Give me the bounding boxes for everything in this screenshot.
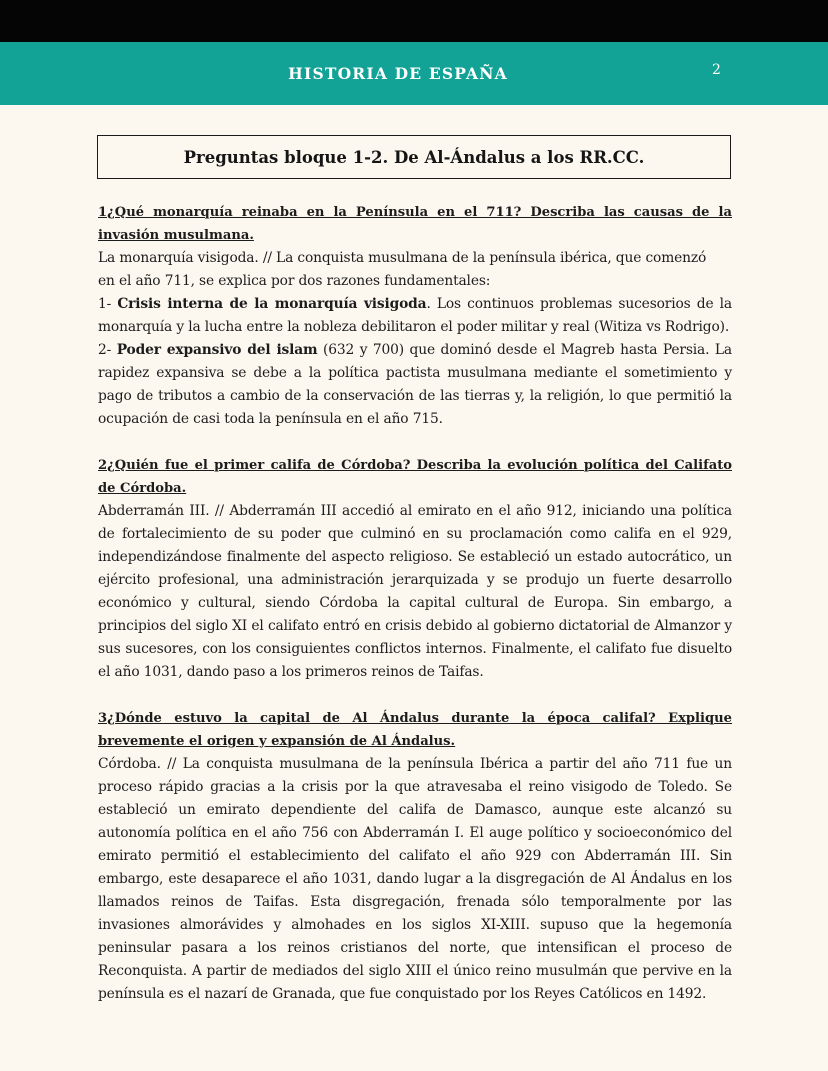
page-number: 2 bbox=[712, 62, 721, 78]
section-title: Preguntas bloque 1-2. De Al-Ándalus a los RR.CC. bbox=[183, 147, 645, 167]
page-header bbox=[0, 42, 828, 105]
point-2-text: (632 y 700) que dominó desde el Magreb hasta Persia. La rapidez expansiva se debe a la política pactista musulmana mediante el sometimiento y pago de tributos a cambio de la conservación de las tierras y, la religión, lo que permitió la ocupación de casi toda la península en el año 715. bbox=[98, 342, 732, 427]
answer-1-point-1 bbox=[98, 293, 732, 339]
answer-2: Abderramán III. // Abderramán III accedió al emirato en el año 912, iniciando una política de fortalecimiento de su poder que culminó en su proclamación como califa en el 929, independizándose finalmente del aspecto religioso. Se estableció un estado autocrático, un ejército profesional, una administración jerarquizada y se produjo un fuerte desarrollo económico y cultural, siendo Córdoba la capital cultural de Europa. Sin embargo, a principios del siglo XI el califato entró en crisis debido al gobierno dictatorial de Almanzor y sus sucesores, con los consiguientes conflictos internos. Finalmente, el califato fue disuelto el año 1031, dando paso a los primeros reinos de Taifas. bbox=[98, 503, 732, 680]
question-3: 3¿Dónde estuvo la capital de Al Ándalus durante la época califal? Explique brevemente el origen y expansión de Al Ándalus. bbox=[98, 711, 732, 749]
point-2-prefix: 2- bbox=[98, 342, 117, 358]
point-2-bold: Poder expansivo del islam bbox=[116, 342, 318, 358]
point-1-text: . Los continuos problemas sucesorios de la monarquía y la lucha entre la nobleza debilitaron el poder militar y real (Witiza vs Rodrigo). bbox=[98, 296, 732, 335]
answer-1-line-1: La monarquía visigoda. // La conquista musulmana de la península ibérica, que comenzó bbox=[98, 250, 707, 266]
answer-3: Córdoba. // La conquista musulmana de la península Ibérica a partir del año 711 fue un proceso rápido gracias a la crisis por la que atravesaba el reino visigodo de Toledo. Se estableció un emirato dependiente del califa de Damasco, aunque este alcanzó su autonomía política en el año 756 con Abderramán I. El auge político y socioeconómico del emirato permitió el establecimiento del califato el año 929 con Abderramán III. Sin embargo, este desaparece el año 1031, dando lugar a la disgregación de Al Ándalus en los llamados reinos de Taifas. Esta disgregación, frenada sólo temporalmente por las invasiones almorávides y almohades en los siglos XI-XIII. supuso que la hegemonía peninsular pasara a los reinos cristianos del norte, que intensifican el proceso de Reconquista. A partir de mediados del siglo XIII el único reino musulmán que pervive en la península es el nazarí de Granada, que fue conquistado por los Reyes Católicos en 1492. bbox=[98, 756, 732, 1002]
answer-1-intro bbox=[98, 247, 732, 293]
answer-1-point-2 bbox=[98, 339, 732, 431]
questions-content bbox=[98, 201, 732, 1006]
header-title: HISTORIA DE ESPAÑA bbox=[288, 64, 508, 83]
question-1: 1¿Qué monarquía reinaba en la Península en el 711? Describa las causas de la invasión musulmana. bbox=[98, 205, 732, 243]
spacer bbox=[98, 684, 732, 707]
point-1-prefix: 1- bbox=[98, 296, 118, 312]
section-title-box bbox=[97, 135, 731, 179]
question-2: 2¿Quién fue el primer califa de Córdoba? Describa la evolución política del Califato de Córdoba. bbox=[98, 458, 732, 496]
spacer bbox=[98, 431, 732, 454]
answer-1-line-2: en el año 711, se explica por dos razones fundamentales: bbox=[98, 273, 491, 289]
point-1-bold: Crisis interna de la monarquía visigoda bbox=[117, 296, 427, 312]
top-black-bar bbox=[0, 0, 828, 42]
